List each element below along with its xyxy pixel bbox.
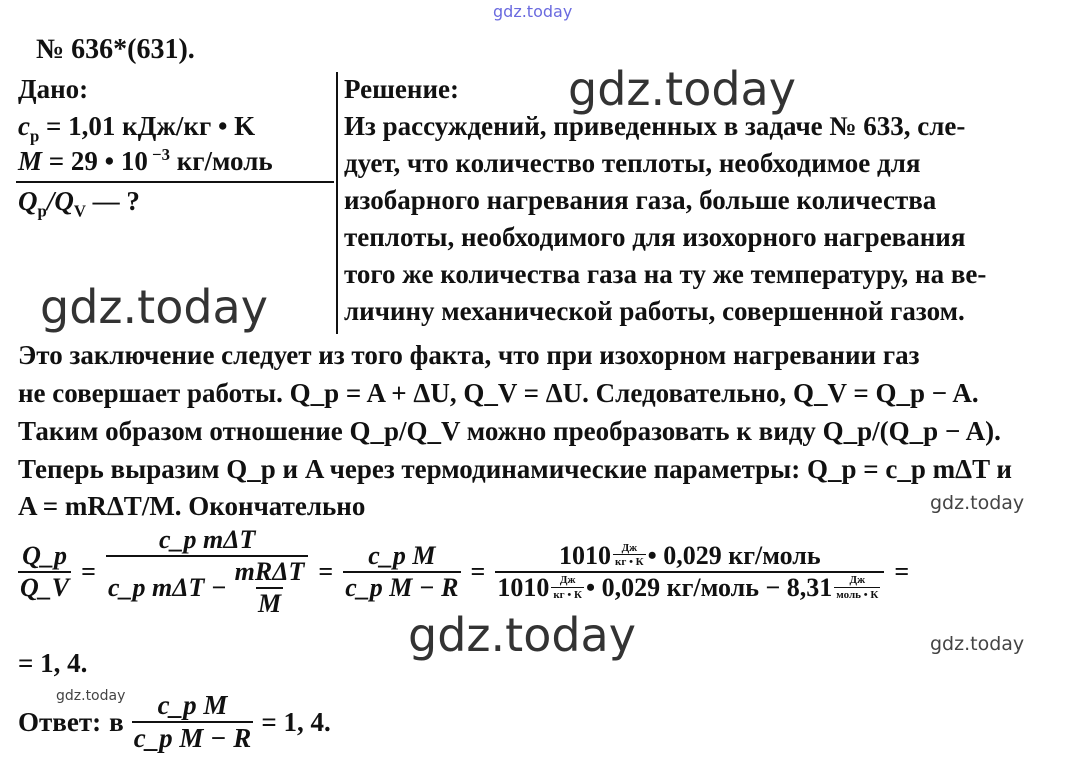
- watermark-top: gdz.today: [493, 2, 573, 21]
- main-equation: $\frac{Q\_p}{Q\_V}$ = c_p mΔT c_p mΔT − $\frac{\text{mRΔT}}{M}$ = $\frac{\text{c\_p M}}{\text{c\_p M − R}}$ = 1010 $\frac{Дж}{кг • К}$ • 0,029 кг/моль 1010 $\frac{Дж}{кг • К}$ • 0,029 кг/моль − 8,31 $\frac{Дж}{\text{моль • К}}$ =: [20, 525, 910, 618]
- answer-value: = 1, 4.: [261, 706, 331, 737]
- solution-line: личину механической работы, совершенной газом.: [344, 296, 965, 326]
- answer: [18, 692, 331, 752]
- given-cp: $c_p = 1,01$ кДж/кг • K: [18, 111, 256, 146]
- problem-number: № 636*(631).: [36, 34, 195, 65]
- answer-word: в: [109, 706, 124, 737]
- watermark-large-3: gdz.today: [408, 608, 636, 662]
- fraction-numeric: 1010 $\frac{Дж}{кг • К}$ • 0,029 кг/моль 1010 $\frac{Дж}{кг • К}$ • 0,029 кг/моль − 8,31 $\frac{Дж}{\text{моль • К}}$: [495, 543, 884, 601]
- given-molar-mass: M = 29 • 10 $^{-3}$ кг/моль: [18, 145, 273, 176]
- body-line-1: Это заключение следует из того факта, что при изохорном нагревании газ: [18, 340, 920, 370]
- watermark-small-1: gdz.today: [930, 492, 1025, 514]
- given-find: $Q_p/Q_V$ — ?: [18, 186, 140, 221]
- fraction-simplified: $\frac{\text{c\_p M}}{\text{c\_p M − R}}$: [345, 541, 459, 602]
- watermark-large-1: gdz.today: [568, 62, 796, 116]
- watermark-small-3: gdz.today: [56, 688, 126, 704]
- body-line-2: не совершает работы. Q_p = A + ΔU, Q_V = ΔU. Следовательно, Q_V = Q_p − A.: [18, 378, 979, 408]
- body-line-3: Таким образом отношение Q_p/Q_V можно преобразовать к виду Q_p/(Q_p − A).: [18, 416, 1001, 446]
- given-heading: Дано:: [18, 74, 89, 104]
- fraction-qp-qv: $\frac{Q\_p}{Q\_V}$: [20, 541, 70, 602]
- solution-line: теплоты, необходимого для изохорного нагревания: [344, 222, 966, 252]
- body-line-4: Теперь выразим Q_p и A через термодинамические параметры: Q_p = c_p mΔT и: [18, 454, 1012, 484]
- answer-fraction: $\frac{\text{c\_p M}}{\text{c\_p M − R}}$: [133, 690, 252, 753]
- watermark-large-2: gdz.today: [40, 280, 268, 334]
- solution-line: того же количества газа на ту же температуру, на ве-: [344, 259, 987, 289]
- given-vertical-divider: [336, 72, 338, 334]
- watermark-small-2: gdz.today: [930, 633, 1025, 655]
- body-line-5: A = mRΔT/M. Окончательно: [18, 491, 366, 521]
- solution-heading: Решение:: [344, 74, 459, 104]
- fraction-expanded: c_p mΔT c_p mΔT − $\frac{\text{mRΔT}}{M}$: [106, 527, 308, 617]
- equation-result: = 1, 4.: [18, 648, 88, 678]
- solution-line: изобарного нагревания газа, больше количества: [344, 185, 937, 215]
- solution-line: дует, что количество теплоты, необходимое для: [344, 148, 921, 178]
- given-divider: [16, 181, 334, 183]
- answer-label: Ответ:: [18, 706, 102, 737]
- solution-line: Из рассуждений, приведенных в задаче № 633, сле-: [344, 111, 966, 141]
